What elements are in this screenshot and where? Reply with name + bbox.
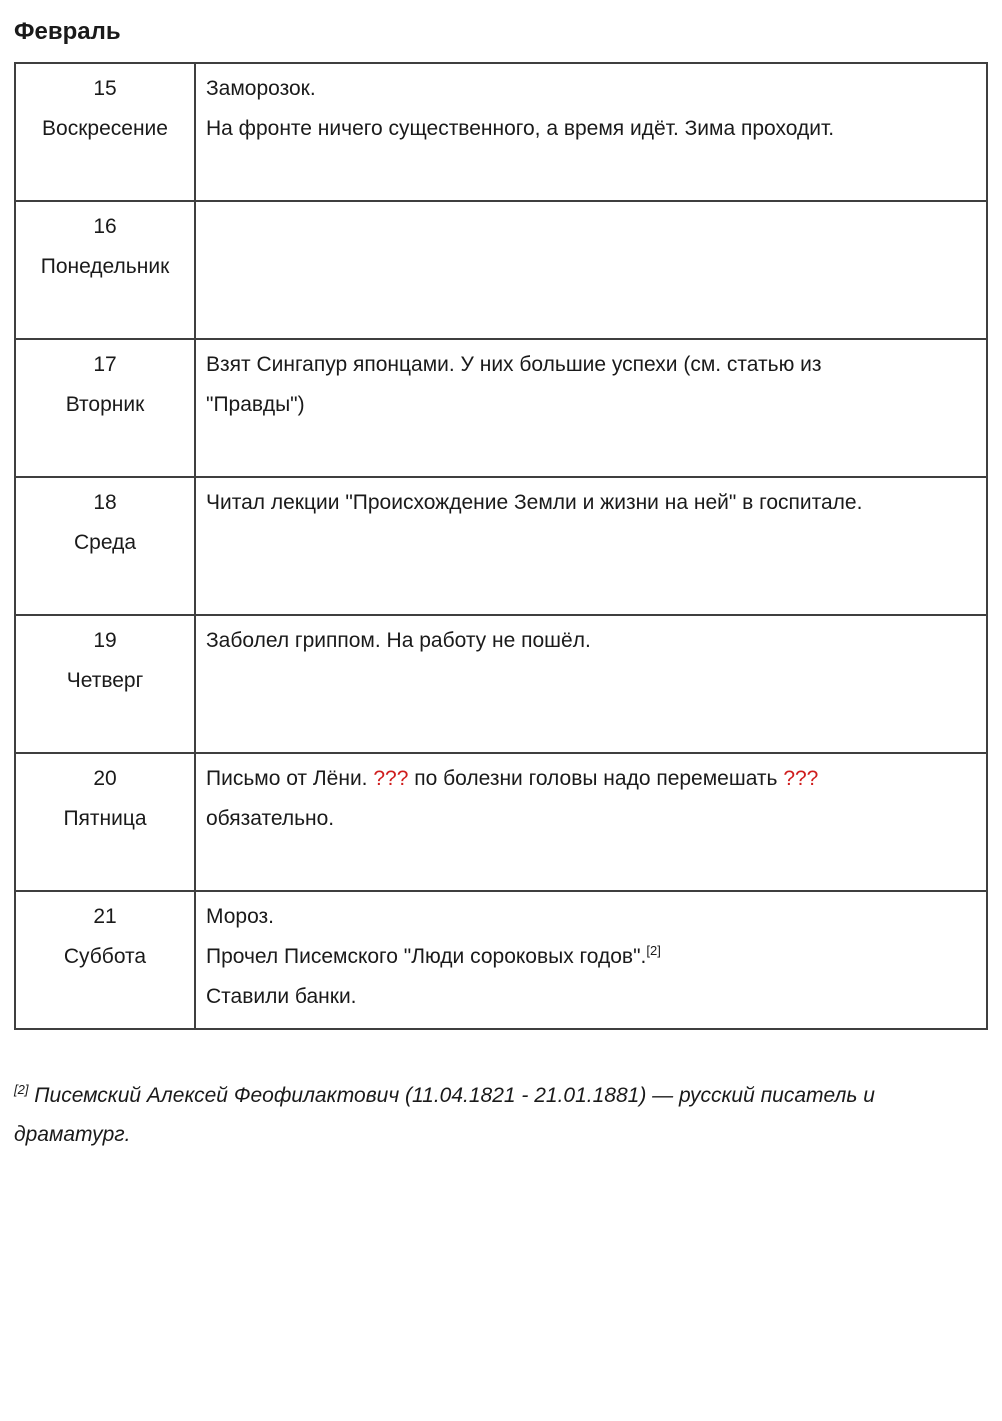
entry-line (206, 977, 976, 1017)
date-number: 15 (93, 77, 117, 100)
table-row (15, 339, 987, 477)
date-cell (15, 339, 195, 477)
day-name: Воскресение (42, 117, 168, 140)
footnote-text: Писемский Алексей Феофилактович (11.04.1821 - 21.01.1881) — русский писатель и драматург. (14, 1084, 875, 1146)
entry-text: по болезни головы надо перемешать (408, 767, 784, 790)
date-number: 19 (93, 629, 117, 652)
entry-line (206, 799, 976, 839)
table-row (15, 891, 987, 1029)
entry-text: Заболел гриппом. На работу не пошёл. (206, 629, 591, 652)
entry-text: Письмо от Лёни. (206, 767, 374, 790)
entry-cell (195, 477, 987, 615)
day-name: Понедельник (40, 255, 170, 278)
entry-cell (195, 753, 987, 891)
day-name: Вторник (65, 393, 145, 416)
date-cell (15, 753, 195, 891)
entry-line (206, 483, 976, 523)
entry-cell (195, 615, 987, 753)
entry-text: Ставили банки. (206, 985, 357, 1008)
day-name: Суббота (63, 945, 147, 968)
date-number: 17 (93, 353, 117, 376)
diary-table (14, 62, 988, 1030)
entry-cell (195, 339, 987, 477)
date-number: 21 (93, 905, 117, 928)
date-number: 18 (93, 491, 117, 514)
day-name: Пятница (63, 807, 147, 830)
day-name: Четверг (66, 669, 144, 692)
footnote-marker: [2] (14, 1082, 29, 1097)
entry-line (206, 897, 976, 937)
entry-text: Мороз. (206, 905, 274, 928)
entry-text: "Правды") (206, 393, 305, 416)
diary-table-body (15, 63, 987, 1029)
uncertain-text: ??? (783, 767, 819, 790)
table-row (15, 615, 987, 753)
entry-text: обязательно. (206, 807, 335, 830)
entry-line (206, 109, 976, 149)
table-row (15, 63, 987, 201)
entry-text: Взят Сингапур японцами. У них большие успехи (см. статью из (206, 353, 822, 376)
entry-cell (195, 891, 987, 1029)
date-number: 20 (93, 767, 117, 790)
day-name: Среда (74, 531, 136, 554)
footnote-reference: [2] (646, 943, 661, 958)
entry-line (206, 385, 976, 425)
entry-text: Прочел Писемского "Люди сороковых годов". (206, 945, 647, 968)
date-cell (15, 477, 195, 615)
entry-line (206, 621, 976, 661)
page-title: Февраль (14, 18, 121, 45)
date-cell (15, 201, 195, 339)
date-cell (15, 615, 195, 753)
date-cell (15, 891, 195, 1029)
entry-cell (195, 63, 987, 201)
table-row (15, 201, 987, 339)
date-cell (15, 63, 195, 201)
entry-text: Читал лекции "Происхождение Земли и жизни на ней" в госпитале. (206, 491, 863, 514)
date-number: 16 (93, 215, 117, 238)
entry-line (206, 937, 976, 977)
footnote (14, 1076, 988, 1154)
entry-line (206, 345, 976, 385)
table-row (15, 753, 987, 891)
uncertain-text: ??? (373, 767, 409, 790)
entry-line (206, 69, 976, 109)
entry-text: Заморозок. (206, 77, 316, 100)
table-row (15, 477, 987, 615)
entry-text: На фронте ничего существенного, а время идёт. Зима проходит. (206, 117, 835, 140)
entry-line (206, 759, 976, 799)
entry-cell (195, 201, 987, 339)
